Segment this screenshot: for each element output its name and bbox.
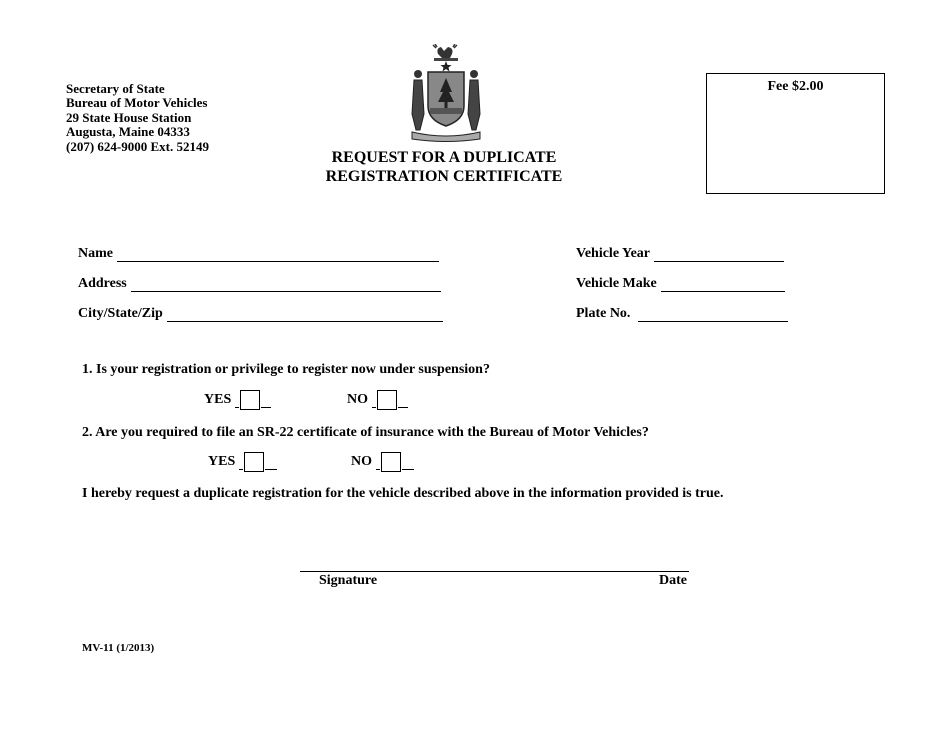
q1-yes-option[interactable]: [204, 388, 271, 408]
date-label: Date: [659, 573, 687, 588]
address-input-line[interactable]: [131, 277, 441, 292]
name-label: Name: [78, 246, 113, 261]
state-seal-icon: [406, 44, 486, 144]
agency-line: Bureau of Motor Vehicles: [66, 95, 208, 111]
city-state-zip-label: City/State/Zip: [78, 306, 163, 321]
agency-line: Augusta, Maine 04333: [66, 124, 190, 140]
agency-line: (207) 624-9000 Ext. 52149: [66, 138, 209, 154]
vehicle-year-input-line[interactable]: [654, 247, 784, 262]
address-label: Address: [78, 276, 127, 291]
plate-number-field[interactable]: [576, 306, 788, 322]
q2-yes-checkbox[interactable]: [244, 452, 264, 472]
question-1: 1. Is your registration or privilege to register now under suspension?: [82, 362, 490, 377]
vehicle-make-field[interactable]: [576, 276, 785, 292]
plate-number-input-line[interactable]: [638, 307, 788, 322]
q2-no-checkbox[interactable]: [381, 452, 401, 472]
q1-yes-label: YES: [204, 392, 232, 407]
fee-box: [706, 73, 885, 194]
q1-no-label: NO: [347, 392, 368, 407]
vehicle-year-field[interactable]: [576, 246, 784, 262]
name-input-line[interactable]: [117, 247, 439, 262]
signature-label: Signature: [319, 573, 378, 588]
form-number: MV-11 (1/2013): [82, 642, 155, 654]
agency-line: Secretary of State: [66, 81, 165, 96]
signature-line[interactable]: [300, 571, 689, 572]
city-state-zip-input-line[interactable]: [167, 307, 443, 322]
title-line-2: REGISTRATION CERTIFICATE: [325, 168, 563, 185]
q1-no-checkbox[interactable]: [377, 390, 397, 410]
q2-no-option[interactable]: [351, 450, 414, 470]
q2-yes-option[interactable]: [208, 450, 277, 470]
name-field[interactable]: [78, 246, 439, 262]
title-line-1: REQUEST FOR A DUPLICATE: [331, 149, 557, 166]
q1-yes-checkbox[interactable]: [240, 390, 260, 410]
q1-no-option[interactable]: [347, 388, 408, 408]
address-field[interactable]: [78, 276, 441, 292]
agency-line: 29 State House Station: [66, 109, 192, 125]
question-2: 2. Are you required to file an SR-22 certificate of insurance with the Bureau of Motor Vehicles?: [82, 425, 649, 440]
attestation-statement: I hereby request a duplicate registration for the vehicle described above in the information provided is true.: [82, 486, 724, 501]
vehicle-year-label: Vehicle Year: [576, 246, 650, 261]
q2-no-label: NO: [351, 454, 372, 469]
form-title: [300, 148, 588, 186]
vehicle-make-input-line[interactable]: [661, 277, 785, 292]
plate-number-label: Plate No.: [576, 306, 631, 321]
city-state-zip-field[interactable]: [78, 306, 443, 322]
vehicle-make-label: Vehicle Make: [576, 276, 657, 291]
fee-label: Fee $2.00: [767, 79, 824, 94]
agency-address: [66, 82, 209, 154]
q2-yes-label: YES: [208, 454, 236, 469]
